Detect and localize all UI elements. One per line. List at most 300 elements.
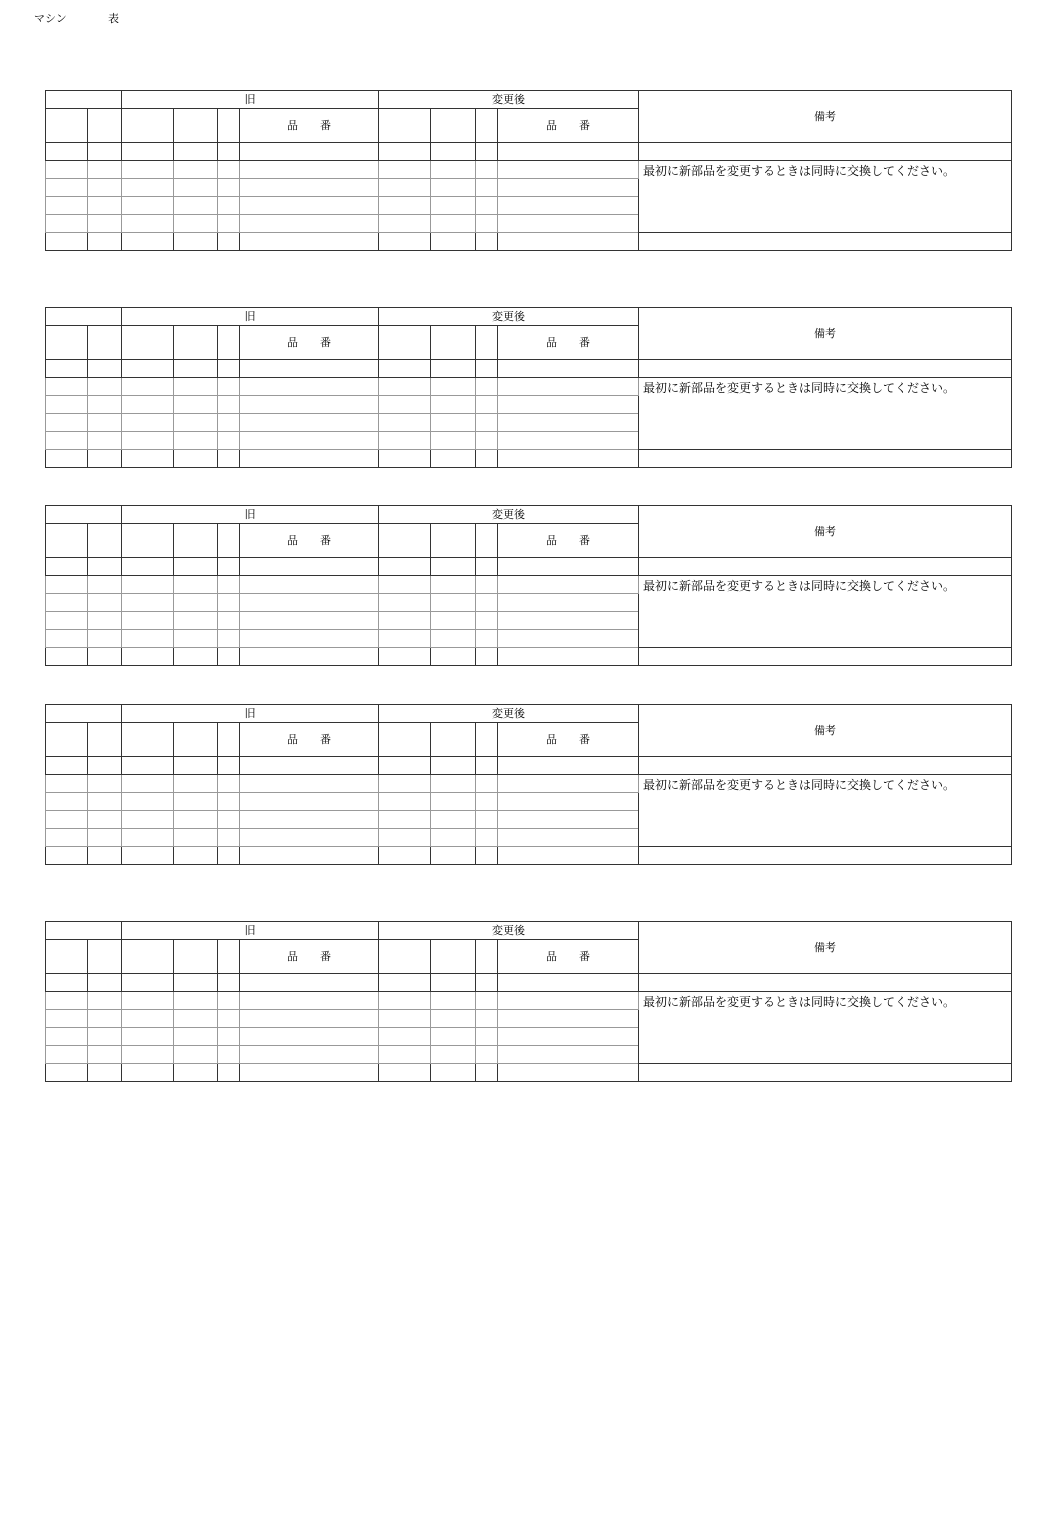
- table-cell[interactable]: [431, 414, 476, 432]
- table-cell[interactable]: [240, 1028, 379, 1046]
- table-cell[interactable]: [431, 992, 476, 1010]
- table-cell[interactable]: [122, 414, 174, 432]
- table-cell[interactable]: [46, 450, 88, 468]
- table-cell[interactable]: [218, 974, 240, 992]
- table-cell[interactable]: [174, 630, 218, 648]
- table-cell[interactable]: [240, 1046, 379, 1064]
- table-cell[interactable]: [46, 757, 88, 775]
- remarks-cell[interactable]: [639, 143, 1012, 161]
- table-cell[interactable]: [431, 576, 476, 594]
- table-cell[interactable]: [218, 612, 240, 630]
- table-cell[interactable]: [476, 847, 498, 865]
- table-cell[interactable]: [218, 992, 240, 1010]
- table-cell[interactable]: [379, 723, 431, 757]
- table-cell[interactable]: [174, 414, 218, 432]
- table-cell[interactable]: [174, 811, 218, 829]
- table-cell[interactable]: [46, 558, 88, 576]
- table-cell[interactable]: [174, 396, 218, 414]
- table-cell[interactable]: [88, 450, 122, 468]
- table-cell[interactable]: [122, 1010, 174, 1028]
- table-cell[interactable]: [88, 326, 122, 360]
- table-cell[interactable]: [240, 974, 379, 992]
- table-cell[interactable]: [476, 974, 498, 992]
- table-cell[interactable]: [218, 1010, 240, 1028]
- table-cell[interactable]: [431, 757, 476, 775]
- table-cell[interactable]: [46, 197, 88, 215]
- table-cell[interactable]: [174, 648, 218, 666]
- table-cell[interactable]: [122, 143, 174, 161]
- table-cell[interactable]: [379, 576, 431, 594]
- table-cell[interactable]: [431, 233, 476, 251]
- table-cell[interactable]: [46, 992, 88, 1010]
- table-cell[interactable]: [498, 360, 639, 378]
- table-cell[interactable]: [498, 811, 639, 829]
- table-cell[interactable]: [218, 757, 240, 775]
- table-cell[interactable]: [174, 558, 218, 576]
- table-cell[interactable]: [122, 432, 174, 450]
- table-cell[interactable]: [498, 179, 639, 197]
- table-cell[interactable]: [431, 847, 476, 865]
- table-cell[interactable]: [431, 197, 476, 215]
- table-cell[interactable]: [46, 524, 88, 558]
- table-cell[interactable]: [240, 558, 379, 576]
- table-cell[interactable]: [218, 1028, 240, 1046]
- table-cell[interactable]: [218, 143, 240, 161]
- table-cell[interactable]: [476, 793, 498, 811]
- table-cell[interactable]: [498, 992, 639, 1010]
- table-cell[interactable]: [122, 1046, 174, 1064]
- table-cell[interactable]: [379, 757, 431, 775]
- table-cell[interactable]: [379, 992, 431, 1010]
- table-cell[interactable]: [88, 630, 122, 648]
- table-cell[interactable]: [122, 558, 174, 576]
- table-cell[interactable]: [122, 197, 174, 215]
- table-cell[interactable]: [122, 233, 174, 251]
- table-cell[interactable]: [379, 648, 431, 666]
- table-cell[interactable]: [218, 576, 240, 594]
- table-cell[interactable]: [476, 1010, 498, 1028]
- table-cell[interactable]: [379, 524, 431, 558]
- table-cell[interactable]: [174, 179, 218, 197]
- table-cell[interactable]: [240, 378, 379, 396]
- table-cell[interactable]: [122, 179, 174, 197]
- table-cell[interactable]: [431, 360, 476, 378]
- table-cell[interactable]: [46, 775, 88, 793]
- table-cell[interactable]: [379, 161, 431, 179]
- table-cell[interactable]: [431, 612, 476, 630]
- table-cell[interactable]: [431, 143, 476, 161]
- table-cell[interactable]: [174, 432, 218, 450]
- table-cell[interactable]: [431, 179, 476, 197]
- table-cell[interactable]: [476, 524, 498, 558]
- table-cell[interactable]: [476, 143, 498, 161]
- table-cell[interactable]: [46, 793, 88, 811]
- table-cell[interactable]: [88, 524, 122, 558]
- table-cell[interactable]: [498, 558, 639, 576]
- table-cell[interactable]: [174, 775, 218, 793]
- table-cell[interactable]: [240, 143, 379, 161]
- table-cell[interactable]: [46, 360, 88, 378]
- table-cell[interactable]: [46, 432, 88, 450]
- table-cell[interactable]: [498, 612, 639, 630]
- table-cell[interactable]: [88, 1046, 122, 1064]
- table-cell[interactable]: [240, 161, 379, 179]
- table-cell[interactable]: [240, 396, 379, 414]
- table-cell[interactable]: [46, 143, 88, 161]
- table-cell[interactable]: [476, 1028, 498, 1046]
- table-cell[interactable]: [174, 524, 218, 558]
- table-cell[interactable]: [88, 648, 122, 666]
- table-cell[interactable]: [122, 524, 174, 558]
- table-cell[interactable]: [379, 1064, 431, 1082]
- table-cell[interactable]: [379, 1010, 431, 1028]
- table-cell[interactable]: [431, 594, 476, 612]
- table-cell[interactable]: [122, 109, 174, 143]
- table-cell[interactable]: [122, 723, 174, 757]
- table-cell[interactable]: [498, 215, 639, 233]
- table-cell[interactable]: [379, 143, 431, 161]
- table-cell[interactable]: [122, 757, 174, 775]
- table-cell[interactable]: [88, 793, 122, 811]
- table-cell[interactable]: [431, 558, 476, 576]
- table-cell[interactable]: [174, 1064, 218, 1082]
- table-cell[interactable]: [122, 396, 174, 414]
- table-cell[interactable]: [240, 1064, 379, 1082]
- table-cell[interactable]: [174, 215, 218, 233]
- remarks-cell[interactable]: [639, 450, 1012, 468]
- table-cell[interactable]: [431, 829, 476, 847]
- table-cell[interactable]: [379, 432, 431, 450]
- table-cell[interactable]: [218, 594, 240, 612]
- table-cell[interactable]: [476, 109, 498, 143]
- table-cell[interactable]: [476, 326, 498, 360]
- table-cell[interactable]: [88, 594, 122, 612]
- table-cell[interactable]: [476, 757, 498, 775]
- table-cell[interactable]: [240, 992, 379, 1010]
- table-cell[interactable]: [218, 432, 240, 450]
- table-cell[interactable]: [476, 197, 498, 215]
- table-cell[interactable]: [218, 326, 240, 360]
- table-cell[interactable]: [218, 360, 240, 378]
- table-cell[interactable]: [218, 775, 240, 793]
- table-cell[interactable]: [431, 450, 476, 468]
- table-cell[interactable]: [218, 378, 240, 396]
- remarks-cell[interactable]: [639, 360, 1012, 378]
- table-cell[interactable]: [498, 757, 639, 775]
- table-cell[interactable]: [379, 215, 431, 233]
- table-cell[interactable]: [498, 1010, 639, 1028]
- table-cell[interactable]: [476, 811, 498, 829]
- table-cell[interactable]: [88, 1064, 122, 1082]
- remarks-cell[interactable]: [639, 558, 1012, 576]
- table-cell[interactable]: [498, 197, 639, 215]
- table-cell[interactable]: [498, 594, 639, 612]
- table-cell[interactable]: [498, 775, 639, 793]
- table-cell[interactable]: [174, 326, 218, 360]
- table-cell[interactable]: [431, 775, 476, 793]
- table-cell[interactable]: [88, 829, 122, 847]
- table-cell[interactable]: [498, 414, 639, 432]
- table-cell[interactable]: [122, 847, 174, 865]
- table-cell[interactable]: [46, 414, 88, 432]
- table-cell[interactable]: [379, 630, 431, 648]
- table-cell[interactable]: [431, 524, 476, 558]
- table-cell[interactable]: [88, 109, 122, 143]
- table-cell[interactable]: [46, 630, 88, 648]
- table-cell[interactable]: [46, 1064, 88, 1082]
- table-cell[interactable]: [498, 1046, 639, 1064]
- table-cell[interactable]: [218, 793, 240, 811]
- table-cell[interactable]: [46, 594, 88, 612]
- table-cell[interactable]: [122, 378, 174, 396]
- table-cell[interactable]: [379, 558, 431, 576]
- table-cell[interactable]: [88, 215, 122, 233]
- table-cell[interactable]: [218, 414, 240, 432]
- table-cell[interactable]: [218, 197, 240, 215]
- table-cell[interactable]: [88, 757, 122, 775]
- table-cell[interactable]: [122, 793, 174, 811]
- table-cell[interactable]: [431, 630, 476, 648]
- table-cell[interactable]: [174, 1046, 218, 1064]
- table-cell[interactable]: [240, 215, 379, 233]
- table-cell[interactable]: [379, 396, 431, 414]
- table-cell[interactable]: [476, 360, 498, 378]
- table-cell[interactable]: [122, 360, 174, 378]
- table-cell[interactable]: [240, 793, 379, 811]
- table-cell[interactable]: [46, 109, 88, 143]
- table-cell[interactable]: [379, 1028, 431, 1046]
- table-cell[interactable]: [218, 179, 240, 197]
- table-cell[interactable]: [379, 612, 431, 630]
- table-cell[interactable]: [379, 775, 431, 793]
- table-cell[interactable]: [379, 360, 431, 378]
- table-cell[interactable]: [174, 109, 218, 143]
- table-cell[interactable]: [379, 109, 431, 143]
- table-cell[interactable]: [88, 992, 122, 1010]
- table-cell[interactable]: [476, 233, 498, 251]
- table-cell[interactable]: [476, 594, 498, 612]
- table-cell[interactable]: [174, 992, 218, 1010]
- table-cell[interactable]: [88, 723, 122, 757]
- table-cell[interactable]: [122, 326, 174, 360]
- table-cell[interactable]: [174, 233, 218, 251]
- table-cell[interactable]: [174, 197, 218, 215]
- table-cell[interactable]: [498, 576, 639, 594]
- table-cell[interactable]: [431, 432, 476, 450]
- table-cell[interactable]: [431, 811, 476, 829]
- table-cell[interactable]: [122, 974, 174, 992]
- table-cell[interactable]: [431, 723, 476, 757]
- table-cell[interactable]: [218, 940, 240, 974]
- table-cell[interactable]: [46, 179, 88, 197]
- table-cell[interactable]: [174, 378, 218, 396]
- table-cell[interactable]: [240, 775, 379, 793]
- table-cell[interactable]: [46, 378, 88, 396]
- table-cell[interactable]: [498, 829, 639, 847]
- table-cell[interactable]: [46, 1046, 88, 1064]
- table-cell[interactable]: [476, 179, 498, 197]
- table-cell[interactable]: [46, 648, 88, 666]
- table-cell[interactable]: [174, 612, 218, 630]
- table-cell[interactable]: [88, 1028, 122, 1046]
- table-cell[interactable]: [431, 940, 476, 974]
- table-cell[interactable]: [240, 360, 379, 378]
- table-cell[interactable]: [122, 940, 174, 974]
- table-cell[interactable]: [379, 847, 431, 865]
- table-cell[interactable]: [122, 1064, 174, 1082]
- table-cell[interactable]: [46, 576, 88, 594]
- table-cell[interactable]: [498, 233, 639, 251]
- table-cell[interactable]: [218, 847, 240, 865]
- table-cell[interactable]: [88, 974, 122, 992]
- table-cell[interactable]: [46, 829, 88, 847]
- table-cell[interactable]: [122, 594, 174, 612]
- table-cell[interactable]: [379, 197, 431, 215]
- table-cell[interactable]: [174, 1028, 218, 1046]
- table-cell[interactable]: [46, 326, 88, 360]
- table-cell[interactable]: [379, 179, 431, 197]
- table-cell[interactable]: [122, 648, 174, 666]
- table-cell[interactable]: [476, 396, 498, 414]
- table-cell[interactable]: [431, 1064, 476, 1082]
- table-cell[interactable]: [122, 829, 174, 847]
- table-cell[interactable]: [46, 847, 88, 865]
- table-cell[interactable]: [431, 215, 476, 233]
- table-cell[interactable]: [218, 811, 240, 829]
- table-cell[interactable]: [88, 1010, 122, 1028]
- table-cell[interactable]: [122, 775, 174, 793]
- table-cell[interactable]: [88, 432, 122, 450]
- table-cell[interactable]: [218, 215, 240, 233]
- table-cell[interactable]: [240, 197, 379, 215]
- table-cell[interactable]: [218, 723, 240, 757]
- table-cell[interactable]: [379, 414, 431, 432]
- table-cell[interactable]: [174, 793, 218, 811]
- table-cell[interactable]: [46, 612, 88, 630]
- table-cell[interactable]: [88, 612, 122, 630]
- table-cell[interactable]: [498, 847, 639, 865]
- table-cell[interactable]: [46, 974, 88, 992]
- table-cell[interactable]: [218, 161, 240, 179]
- table-cell[interactable]: [46, 215, 88, 233]
- table-cell[interactable]: [431, 1028, 476, 1046]
- remarks-cell[interactable]: [639, 1064, 1012, 1082]
- table-cell[interactable]: [218, 630, 240, 648]
- table-cell[interactable]: [379, 378, 431, 396]
- table-cell[interactable]: [379, 940, 431, 974]
- table-cell[interactable]: [218, 396, 240, 414]
- table-cell[interactable]: [431, 326, 476, 360]
- table-cell[interactable]: [174, 847, 218, 865]
- table-cell[interactable]: [379, 811, 431, 829]
- table-cell[interactable]: [240, 576, 379, 594]
- table-cell[interactable]: [379, 829, 431, 847]
- table-cell[interactable]: [88, 197, 122, 215]
- table-cell[interactable]: [240, 1010, 379, 1028]
- table-cell[interactable]: [174, 161, 218, 179]
- table-cell[interactable]: [218, 648, 240, 666]
- table-cell[interactable]: [498, 143, 639, 161]
- table-cell[interactable]: [379, 450, 431, 468]
- table-cell[interactable]: [476, 215, 498, 233]
- table-cell[interactable]: [476, 558, 498, 576]
- table-cell[interactable]: [46, 1028, 88, 1046]
- table-cell[interactable]: [476, 1046, 498, 1064]
- table-cell[interactable]: [240, 829, 379, 847]
- table-cell[interactable]: [218, 109, 240, 143]
- table-cell[interactable]: [431, 161, 476, 179]
- table-cell[interactable]: [476, 378, 498, 396]
- table-cell[interactable]: [431, 396, 476, 414]
- table-cell[interactable]: [174, 594, 218, 612]
- remarks-cell[interactable]: [639, 974, 1012, 992]
- table-cell[interactable]: [218, 829, 240, 847]
- remarks-cell[interactable]: [639, 648, 1012, 666]
- table-cell[interactable]: [476, 414, 498, 432]
- table-cell[interactable]: [498, 630, 639, 648]
- table-cell[interactable]: [122, 215, 174, 233]
- table-cell[interactable]: [88, 558, 122, 576]
- table-cell[interactable]: [431, 793, 476, 811]
- table-cell[interactable]: [174, 143, 218, 161]
- table-cell[interactable]: [46, 396, 88, 414]
- table-cell[interactable]: [431, 974, 476, 992]
- table-cell[interactable]: [88, 179, 122, 197]
- table-cell[interactable]: [431, 378, 476, 396]
- table-cell[interactable]: [379, 233, 431, 251]
- table-cell[interactable]: [122, 612, 174, 630]
- table-cell[interactable]: [476, 432, 498, 450]
- table-cell[interactable]: [88, 847, 122, 865]
- table-cell[interactable]: [88, 143, 122, 161]
- table-cell[interactable]: [476, 940, 498, 974]
- table-cell[interactable]: [431, 1046, 476, 1064]
- table-cell[interactable]: [240, 414, 379, 432]
- table-cell[interactable]: [240, 612, 379, 630]
- table-cell[interactable]: [88, 576, 122, 594]
- table-cell[interactable]: [174, 829, 218, 847]
- table-cell[interactable]: [498, 378, 639, 396]
- table-cell[interactable]: [174, 1010, 218, 1028]
- table-cell[interactable]: [498, 793, 639, 811]
- table-cell[interactable]: [88, 378, 122, 396]
- table-cell[interactable]: [431, 648, 476, 666]
- table-cell[interactable]: [88, 396, 122, 414]
- table-cell[interactable]: [476, 630, 498, 648]
- table-cell[interactable]: [476, 723, 498, 757]
- table-cell[interactable]: [88, 414, 122, 432]
- table-cell[interactable]: [174, 576, 218, 594]
- table-cell[interactable]: [88, 360, 122, 378]
- table-cell[interactable]: [476, 775, 498, 793]
- table-cell[interactable]: [379, 974, 431, 992]
- table-cell[interactable]: [218, 558, 240, 576]
- table-cell[interactable]: [88, 233, 122, 251]
- table-cell[interactable]: [431, 1010, 476, 1028]
- table-cell[interactable]: [476, 992, 498, 1010]
- table-cell[interactable]: [88, 811, 122, 829]
- table-cell[interactable]: [498, 1064, 639, 1082]
- table-cell[interactable]: [476, 450, 498, 468]
- table-cell[interactable]: [498, 1028, 639, 1046]
- table-cell[interactable]: [122, 576, 174, 594]
- table-cell[interactable]: [476, 1064, 498, 1082]
- table-cell[interactable]: [46, 233, 88, 251]
- table-cell[interactable]: [122, 161, 174, 179]
- remarks-cell[interactable]: [639, 233, 1012, 251]
- table-cell[interactable]: [240, 847, 379, 865]
- table-cell[interactable]: [498, 974, 639, 992]
